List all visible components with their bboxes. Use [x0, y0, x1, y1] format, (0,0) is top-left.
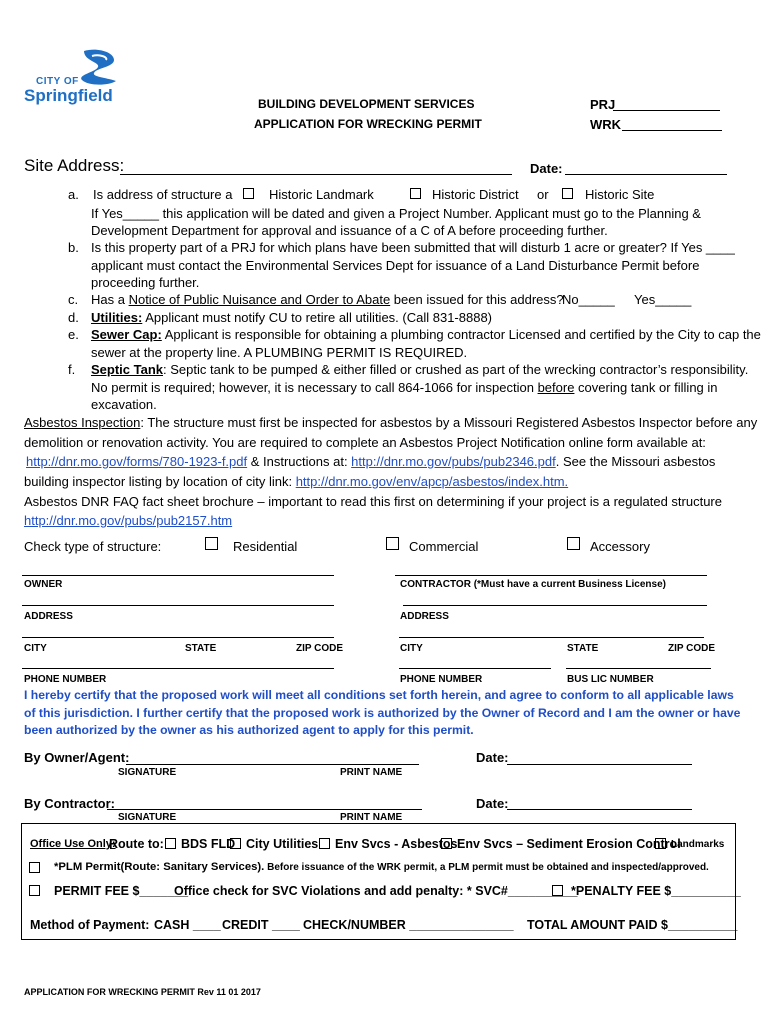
- prj-field[interactable]: [613, 110, 720, 111]
- site-date-label: Date:: [530, 161, 563, 176]
- item-f-text: Septic Tank: Septic tank to be pumped & either filled or crushed as part of the wrecking contractor’s responsibility.: [91, 362, 749, 377]
- prj-label: PRJ: [590, 97, 616, 112]
- owner-date-label: Date:: [476, 750, 509, 765]
- total-paid-field[interactable]: TOTAL AMOUNT PAID $__________: [527, 918, 738, 932]
- historic-landmark-label: Historic Landmark: [269, 187, 374, 202]
- contractor-signature-field[interactable]: [107, 809, 422, 810]
- contractor-phone-field[interactable]: [399, 668, 551, 669]
- item-f-letter: f.: [68, 362, 76, 377]
- owner-zip-label: ZIP CODE: [296, 643, 344, 654]
- route-city-utilities-label: City Utilities: [246, 837, 319, 851]
- owner-signature-caption: SIGNATURE: [118, 767, 177, 778]
- asbestos-faq-link[interactable]: http://dnr.mo.gov/pubs/pub2157.htm: [24, 513, 233, 528]
- item-b-line2: applicant must contact the Environmental Services Dept for issuance of a Land Disturbance Permit before: [91, 258, 700, 273]
- route-city-utilities-checkbox[interactable]: [230, 835, 241, 853]
- contractor-phone-label: PHONE NUMBER: [400, 674, 483, 685]
- asbestos-line3: http://dnr.mo.gov/forms/780-1923-f.pdf & Instructions at: http://dnr.mo.gov/pubs/pub2346.pdf. See the Missouri asbestos: [26, 454, 716, 469]
- route-to-label: Route to:: [109, 837, 164, 851]
- residential-checkbox[interactable]: [205, 536, 218, 554]
- certify-line1: I hereby certify that the proposed work will meet all conditions set forth herein, and agree to conform to all applicable laws: [24, 688, 734, 702]
- nuisance-no-field[interactable]: No_____: [562, 292, 615, 307]
- certify-line3: been authorized by the owner as his authorized agent to apply for this permit.: [24, 723, 474, 737]
- route-bds-fld-label: BDS FLD: [181, 837, 236, 851]
- owner-field[interactable]: [22, 575, 334, 576]
- commercial-label: Commercial: [409, 539, 479, 554]
- department-name: BUILDING DEVELOPMENT SERVICES: [258, 97, 475, 111]
- commercial-checkbox[interactable]: [386, 536, 399, 554]
- item-f-line2: No permit is required; however, it is necessary to call 864-1066 for inspection before covering tank or filling in: [91, 380, 718, 395]
- item-e-line2: sewer at the property line. A PLUMBING PERMIT IS REQUIRED.: [91, 345, 468, 360]
- payment-check-field[interactable]: CHECK/NUMBER _______________: [303, 918, 514, 932]
- contractor-zip-label: ZIP CODE: [668, 643, 716, 654]
- owner-address-field[interactable]: [22, 605, 334, 606]
- plm-permit-checkbox[interactable]: [29, 859, 40, 877]
- item-d-letter: d.: [68, 310, 79, 325]
- route-landmarks-label: Landmarks: [671, 839, 725, 850]
- contractor-address-field[interactable]: [403, 605, 707, 606]
- logo-springfield: Springfield: [24, 86, 113, 105]
- wrk-label: WRK: [590, 117, 622, 132]
- historic-district-label: Historic District: [432, 187, 519, 202]
- svc-violation-field[interactable]: Office check for SVC Violations and add penalty: * SVC#__________: [174, 884, 578, 898]
- asbestos-form-link[interactable]: http://dnr.mo.gov/forms/780-1923-f.pdf: [26, 454, 248, 469]
- owner-state-label: STATE: [185, 643, 217, 654]
- certify-line2: of this jurisdiction. I further certify that the proposed work is authorized by the Owner of Record and I am the owner or have: [24, 706, 741, 720]
- historic-landmark-checkbox[interactable]: [243, 186, 254, 201]
- item-b-letter: b.: [68, 240, 79, 255]
- route-env-sediment-checkbox[interactable]: [441, 835, 452, 853]
- route-env-asbestos-checkbox[interactable]: [319, 835, 330, 853]
- item-a-line3: Development Department for approval and issuance of a C of A before proceeding further.: [91, 223, 608, 238]
- structure-type-label: Check type of structure:: [24, 539, 162, 554]
- payment-cash-field[interactable]: CASH ____: [154, 918, 221, 932]
- owner-date-field[interactable]: [507, 764, 692, 765]
- item-a-question: Is address of structure a: [93, 187, 233, 202]
- route-env-asbestos-label: Env Svcs - Asbestos: [335, 837, 458, 851]
- contractor-city-label: CITY: [400, 643, 423, 654]
- penalty-fee-field[interactable]: *PENALTY FEE $__________: [571, 884, 741, 898]
- or-text: or: [537, 187, 549, 202]
- route-env-sediment-label: Env Svcs – Sediment Erosion Control: [457, 837, 681, 851]
- permit-fee-checkbox[interactable]: [29, 882, 40, 900]
- asbestos-instructions-link[interactable]: http://dnr.mo.gov/pubs/pub2346.pdf: [351, 454, 556, 469]
- item-e-text: Sewer Cap: Applicant is responsible for obtaining a plumbing contractor Licensed and certified by the City to cap the: [91, 327, 761, 342]
- site-date-field[interactable]: [565, 174, 727, 175]
- owner-signature-field[interactable]: [126, 764, 419, 765]
- item-a-letter: a.: [68, 187, 79, 202]
- owner-phone-label: PHONE NUMBER: [24, 674, 107, 685]
- owner-label: OWNER: [24, 579, 63, 590]
- contractor-label: CONTRACTOR (*Must have a current Business License): [400, 579, 666, 590]
- permit-fee-field[interactable]: PERMIT FEE $_______: [54, 884, 189, 898]
- bus-lic-field[interactable]: [566, 668, 711, 669]
- asbestos-line5: Asbestos DNR FAQ fact sheet brochure – important to read this first on determining if your project is a regulated structure: [24, 494, 722, 509]
- asbestos-line2: demolition or renovation activity. You are required to complete an Asbestos Project Notification online form available at:: [24, 435, 706, 450]
- item-b-line3: proceeding further.: [91, 275, 200, 290]
- item-c-letter: c.: [68, 292, 79, 307]
- owner-print-name-caption: PRINT NAME: [340, 767, 403, 778]
- city-logo: [22, 48, 127, 108]
- office-use-only-label: Office Use Only:: [30, 838, 116, 850]
- route-bds-fld-checkbox[interactable]: [165, 835, 176, 853]
- logo-city-of: CITY OF: [36, 76, 79, 87]
- asbestos-inspector-link[interactable]: http://dnr.mo.gov/env/apcp/asbestos/index.htm.: [295, 474, 569, 489]
- contractor-print-name-caption: PRINT NAME: [340, 812, 403, 823]
- item-f-line3: excavation.: [91, 397, 157, 412]
- payment-credit-field[interactable]: CREDIT ____: [222, 918, 300, 932]
- historic-site-checkbox[interactable]: [562, 186, 573, 201]
- accessory-label: Accessory: [590, 539, 650, 554]
- route-landmarks-checkbox[interactable]: [655, 835, 666, 853]
- plm-permit-text: *PLM Permit(Route: Sanitary Services). Before issuance of the WRK permit, a PLM permit must be obtained and inspected/approved.: [54, 861, 709, 873]
- owner-agent-label: By Owner/Agent:: [24, 750, 130, 765]
- historic-site-label: Historic Site: [585, 187, 655, 202]
- bus-lic-label: BUS LIC NUMBER: [567, 674, 654, 685]
- site-address-label: Site Address:: [24, 156, 125, 175]
- asbestos-line1: Asbestos Inspection: The structure must first be inspected for asbestos by a Missouri Registered Asbestos Inspector before any: [24, 415, 758, 430]
- contractor-date-field[interactable]: [507, 809, 692, 810]
- owner-city-label: CITY: [24, 643, 47, 654]
- contractor-field[interactable]: [395, 575, 707, 576]
- item-d-text: Utilities: Applicant must notify CU to retire all utilities. (Call 831-8888): [91, 310, 493, 325]
- site-address-field[interactable]: [120, 174, 512, 175]
- owner-phone-field[interactable]: [22, 668, 334, 669]
- nuisance-yes-field[interactable]: Yes_____: [634, 292, 692, 307]
- contractor-signature-caption: SIGNATURE: [118, 812, 177, 823]
- owner-address-label: ADDRESS: [24, 611, 73, 622]
- wrk-field[interactable]: [622, 130, 722, 131]
- contractor-date-label: Date:: [476, 796, 509, 811]
- item-b-line1: Is this property part of a PRJ for which plans have been submitted that will disturb 1 acre or greater? If Yes ____: [91, 240, 735, 255]
- item-e-letter: e.: [68, 327, 79, 342]
- item-c-text: Has a Notice of Public Nuisance and Order to Abate been issued for this address?: [91, 292, 564, 307]
- contractor-sign-label: By Contractor:: [24, 796, 116, 811]
- asbestos-line4: building inspector listing by location of city link: http://dnr.mo.gov/env/apcp/asbestos/index.htm.: [24, 474, 569, 489]
- contractor-city-field[interactable]: [399, 637, 704, 638]
- footer-revision: APPLICATION FOR WRECKING PERMIT Rev 11 01 2017: [24, 987, 261, 997]
- form-title: APPLICATION FOR WRECKING PERMIT: [254, 117, 482, 131]
- historic-district-checkbox[interactable]: [410, 186, 421, 201]
- payment-method-label: Method of Payment:: [30, 918, 150, 932]
- contractor-state-label: STATE: [567, 643, 599, 654]
- item-a-line2: If Yes_____ this application will be dated and given a Project Number. Applicant must go to the Planning &: [91, 206, 701, 221]
- contractor-address-label: ADDRESS: [400, 611, 449, 622]
- owner-city-field[interactable]: [22, 637, 334, 638]
- accessory-checkbox[interactable]: [567, 536, 580, 554]
- penalty-fee-checkbox[interactable]: [552, 882, 563, 900]
- residential-label: Residential: [233, 539, 298, 554]
